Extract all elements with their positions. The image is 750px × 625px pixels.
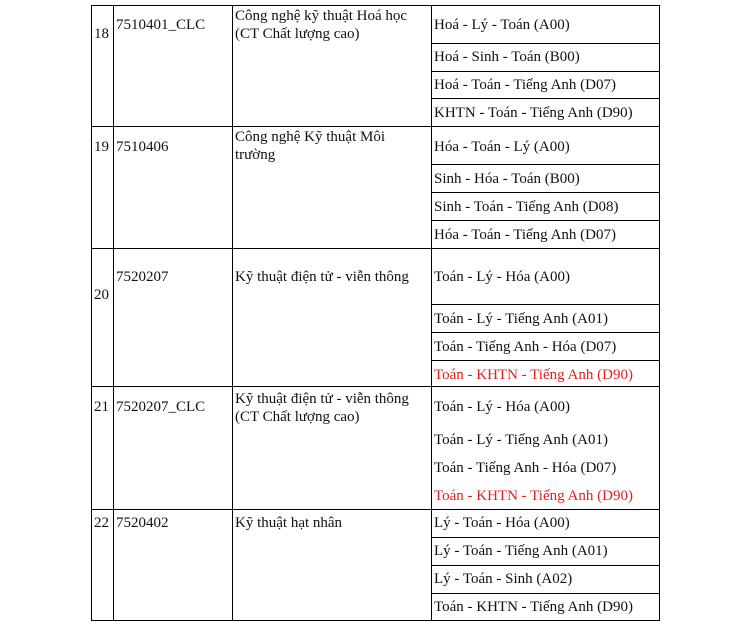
major-name: Công nghệ kỹ thuật Hoá học (CT Chất lượng cao): [235, 8, 408, 42]
combo-separator-4-1: [431, 565, 660, 566]
subject-combination: Sinh - Toán - Tiếng Anh (D08): [434, 199, 619, 215]
subject-combination: Hoá - Toán - Tiếng Anh (D07): [434, 77, 616, 93]
column-border-0: [91, 5, 92, 620]
subject-combination: Toán - Lý - Hóa (A00): [434, 399, 570, 415]
subject-combination: Toán - KHTN - Tiếng Anh (D90): [434, 367, 633, 383]
subject-combination: Lý - Toán - Hóa (A00): [434, 515, 570, 531]
row-number: 18: [94, 26, 109, 42]
row-border-2: [91, 248, 660, 249]
row-number: 20: [94, 287, 109, 303]
major-code: 7510406: [116, 139, 169, 155]
row-border-4: [91, 509, 660, 510]
row-number: 21: [94, 399, 109, 415]
major-name: Kỹ thuật điện tử - viễn thông: [235, 269, 409, 285]
subject-combination: Hóa - Toán - Lý (A00): [434, 139, 570, 155]
combo-separator-1-1: [431, 192, 660, 193]
combo-separator-2-2: [431, 360, 660, 361]
subject-combination: Hóa - Toán - Tiếng Anh (D07): [434, 227, 616, 243]
combo-separator-2-0: [431, 304, 660, 305]
column-border-1: [113, 5, 114, 620]
subject-combination: Toán - Tiếng Anh - Hóa (D07): [434, 339, 617, 355]
subject-combination: Toán - KHTN - Tiếng Anh (D90): [434, 488, 633, 504]
row-number: 19: [94, 139, 109, 155]
subject-combination: KHTN - Toán - Tiếng Anh (D90): [434, 105, 633, 121]
combo-separator-0-2: [431, 98, 660, 99]
combo-separator-1-2: [431, 220, 660, 221]
row-border-0: [91, 5, 660, 6]
major-name: Công nghệ Kỹ thuật Môi trường: [235, 129, 385, 163]
major-code: 7520207: [116, 269, 169, 285]
subject-combination: Toán - Lý - Hóa (A00): [434, 269, 570, 285]
major-name: Kỹ thuật hạt nhân: [235, 515, 343, 531]
subject-combination: Toán - Lý - Tiếng Anh (A01): [434, 311, 608, 327]
combo-separator-0-0: [431, 43, 660, 44]
column-border-2: [232, 5, 233, 620]
major-code: 7520207_CLC: [116, 399, 206, 415]
major-code: 7520402: [116, 515, 169, 531]
row-border-3: [91, 386, 660, 387]
subject-combination: Sinh - Hóa - Toán (B00): [434, 171, 580, 187]
subject-combination: Hoá - Lý - Toán (A00): [434, 17, 570, 33]
subject-combination: Toán - KHTN - Tiếng Anh (D90): [434, 599, 633, 615]
combo-separator-4-0: [431, 537, 660, 538]
subject-combination: Lý - Toán - Tiếng Anh (A01): [434, 543, 608, 559]
subject-combination: Toán - Lý - Tiếng Anh (A01): [434, 432, 608, 448]
subject-combination: Hoá - Sinh - Toán (B00): [434, 49, 580, 65]
major-code: 7510401_CLC: [116, 17, 206, 33]
combo-separator-0-1: [431, 71, 660, 72]
major-name: Kỹ thuật điện tử - viễn thông (CT Chất lượng cao): [235, 391, 409, 425]
subject-combination: Lý - Toán - Sinh (A02): [434, 571, 573, 587]
row-border-5: [91, 620, 660, 621]
combo-separator-1-0: [431, 164, 660, 165]
row-number: 22: [94, 515, 109, 531]
combo-separator-2-1: [431, 332, 660, 333]
subject-combination: Toán - Tiếng Anh - Hóa (D07): [434, 460, 617, 476]
row-border-1: [91, 126, 660, 127]
combo-separator-4-2: [431, 593, 660, 594]
